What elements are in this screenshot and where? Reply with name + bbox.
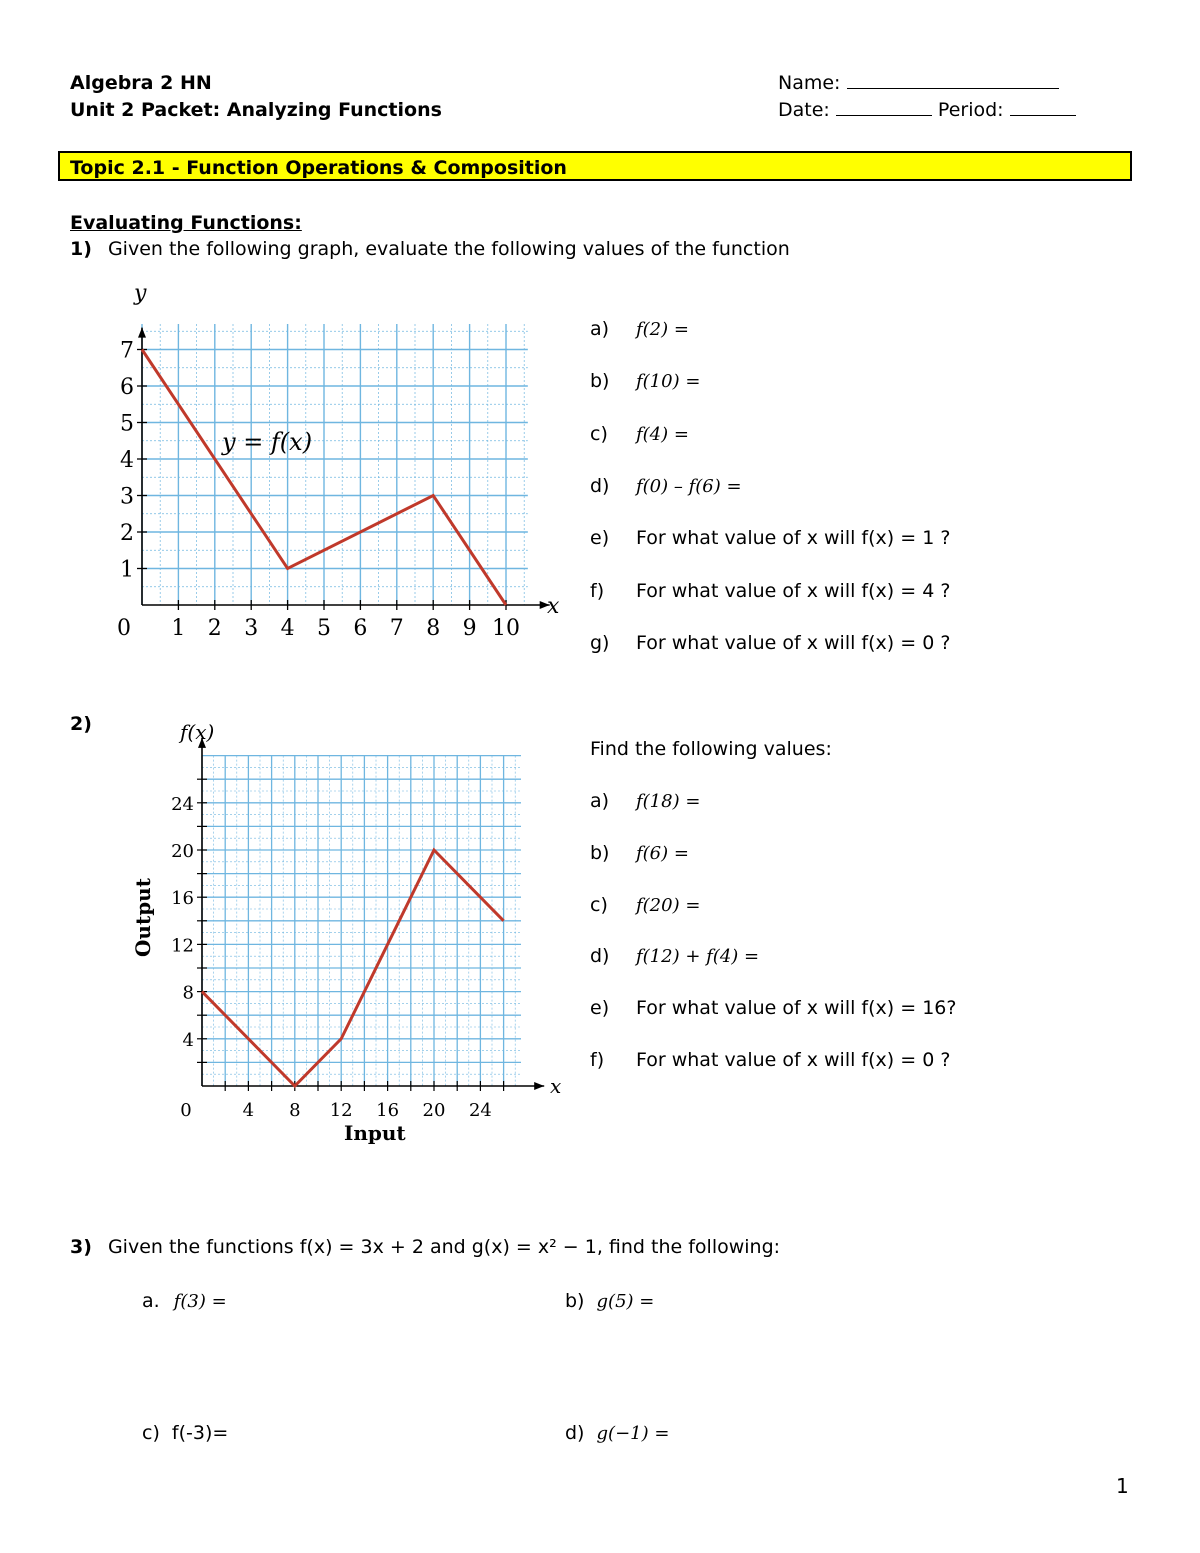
x-tick-label: 3 — [244, 616, 259, 641]
graph-2-y-axis-name: f(x) — [180, 720, 215, 744]
q2-item — [590, 1049, 950, 1071]
q3-item-d-text: g(−1) = — [596, 1423, 670, 1444]
x-tick-label: 5 — [317, 616, 331, 641]
x-tick-label: 2 — [207, 616, 222, 641]
q2-item-text: f(20) = — [636, 894, 701, 916]
q1-prompt: Given the following graph, evaluate the following values of the function — [107, 238, 790, 260]
q1-number: 1) — [70, 238, 92, 260]
y-tick-label: 16 — [171, 888, 194, 910]
q2-item-text: f(6) = — [636, 842, 689, 864]
q1-item-label: g) — [590, 631, 610, 654]
q2-item — [590, 945, 759, 967]
q1-item-label: c) — [590, 422, 608, 445]
x-tick-label: 20 — [422, 1100, 446, 1121]
q1-item — [590, 527, 950, 549]
q2-item-label: f) — [590, 1049, 605, 1071]
q2-item — [590, 842, 689, 864]
q2-item-text: For what value of x will f(x) = 0 ? — [636, 1049, 951, 1071]
q1-item-text: For what value of x will f(x) = 0 ? — [636, 631, 951, 654]
name-field — [778, 72, 1059, 94]
q2-item-label: e) — [590, 997, 610, 1020]
q2-item-text: f(12) + f(4) = — [636, 946, 760, 968]
q3-item-a-label: a. — [142, 1290, 160, 1312]
name-label: Name: — [778, 72, 841, 94]
x-tick-label: 9 — [462, 616, 477, 641]
y-tick-label: 12 — [171, 935, 194, 957]
q2-item — [590, 790, 700, 812]
q3-item-a-text: f(3) = — [173, 1291, 227, 1312]
graph-2 — [130, 715, 575, 1155]
y-tick-label: 4 — [120, 448, 134, 473]
topic-title: Topic 2.1 - Function Operations & Composition — [70, 157, 567, 179]
q1-item-text: f(0) – f(6) = — [636, 475, 742, 497]
graph-2-tick-labels — [171, 794, 492, 1121]
y-tick-label: 5 — [120, 411, 134, 437]
graph-1-tick-labels — [117, 339, 520, 642]
q1-item — [590, 423, 689, 445]
q1-item-text: For what value of x will f(x) = 1 ? — [636, 527, 951, 550]
y-tick-label: 7 — [120, 338, 134, 364]
q2-item-text: For what value of x will f(x) = 16? — [636, 997, 957, 1020]
graph-1-x-axis-label: x — [547, 594, 560, 619]
x-tick-label: 10 — [492, 616, 520, 641]
q3-item-c-label: c) — [142, 1422, 160, 1444]
x-tick-label: 24 — [468, 1100, 492, 1121]
y-tick-label: 6 — [120, 375, 134, 400]
q3-item-b-text: g(5) = — [596, 1291, 655, 1312]
page-number: 1 — [1116, 1474, 1129, 1498]
x-tick-label: 4 — [280, 616, 295, 641]
graph-1-annotation: y = f(x) — [222, 428, 313, 456]
y-tick-label: 1 — [120, 557, 134, 583]
q1-item-text: f(4) = — [636, 423, 689, 445]
q1-item — [590, 475, 742, 497]
q1-prompt-line — [70, 238, 790, 260]
date-blank[interactable] — [836, 99, 932, 116]
q3-item-d-label: d) — [565, 1422, 585, 1444]
q2-item-label: c) — [590, 893, 608, 916]
q1-item — [590, 580, 950, 602]
q2-number: 2) — [70, 713, 92, 735]
x-tick-label: 16 — [376, 1100, 400, 1121]
x-tick-label: 4 — [242, 1100, 255, 1121]
date-period-field — [778, 99, 1076, 121]
name-blank[interactable] — [847, 72, 1059, 89]
x-axis-arrow — [534, 1082, 544, 1090]
period-blank[interactable] — [1010, 99, 1076, 116]
x-tick-label: 8 — [426, 616, 441, 641]
y-tick-label: 4 — [182, 1029, 194, 1051]
x-tick-label: 12 — [329, 1100, 353, 1121]
graph-2-x-axis-name: x — [550, 1074, 562, 1098]
course-title: Algebra 2 HN — [70, 72, 212, 94]
q2-item — [590, 997, 956, 1019]
y-tick-label: 24 — [171, 793, 194, 815]
q2-item-label: d) — [590, 945, 610, 968]
unit-title: Unit 2 Packet: Analyzing Functions — [70, 99, 442, 121]
q1-item-text: For what value of x will f(x) = 4 ? — [636, 579, 951, 602]
q1-item-text: f(2) = — [636, 319, 689, 340]
period-label: Period: — [937, 99, 1004, 121]
graph-1-grid — [142, 324, 528, 605]
graph-1-y-axis-label: y — [134, 281, 147, 306]
q2-item-text: f(18) = — [636, 791, 701, 812]
y-tick-label: 8 — [182, 982, 194, 1004]
q1-item-label: a) — [590, 318, 610, 340]
q3-item-b — [565, 1290, 654, 1312]
q2-item-label: b) — [590, 841, 610, 864]
section-title: Evaluating Functions: — [70, 212, 302, 234]
q3-number: 3) — [70, 1236, 92, 1258]
y-tick-label: 2 — [120, 521, 134, 546]
x-tick-label: 0 — [180, 1100, 192, 1121]
x-tick-label: 8 — [289, 1100, 301, 1121]
date-label: Date: — [778, 99, 830, 121]
graph-1 — [100, 280, 570, 650]
q1-item-text: f(10) = — [636, 371, 701, 393]
q3-item-c-text: f(-3)= — [171, 1422, 229, 1444]
x-tick-label: 6 — [353, 616, 368, 641]
q3-item-c — [142, 1422, 228, 1444]
q1-item-label: b) — [590, 370, 610, 393]
q1-item-label: e) — [590, 527, 610, 550]
q1-item — [590, 370, 700, 392]
graph-2-x-label: Input — [344, 1121, 406, 1145]
q3-prompt-line — [70, 1236, 780, 1258]
q3-item-b-label: b) — [565, 1290, 585, 1312]
y-axis-arrow — [138, 328, 146, 338]
q2-item-label: a) — [590, 790, 610, 812]
graph-2-y-label: Output — [131, 878, 155, 957]
q1-item — [590, 318, 689, 340]
q1-item-label: d) — [590, 474, 610, 497]
y-tick-label: 3 — [120, 484, 134, 510]
topic-banner — [58, 151, 1132, 181]
q1-item-label: f) — [590, 579, 605, 602]
x-tick-label: 7 — [389, 616, 404, 641]
q1-item — [590, 632, 950, 654]
x-tick-label: 1 — [171, 616, 186, 641]
q3-item-d — [565, 1422, 669, 1444]
q3-prompt: Given the functions f(x) = 3x + 2 and g(x) = x² − 1, find the following: — [107, 1236, 781, 1258]
x-tick-label: 0 — [117, 616, 131, 641]
y-tick-label: 20 — [171, 841, 194, 862]
graph-2-grid — [202, 756, 521, 1086]
q2-prompt: Find the following values: — [590, 738, 832, 760]
q2-item — [590, 894, 700, 916]
q3-item-a — [142, 1290, 227, 1312]
